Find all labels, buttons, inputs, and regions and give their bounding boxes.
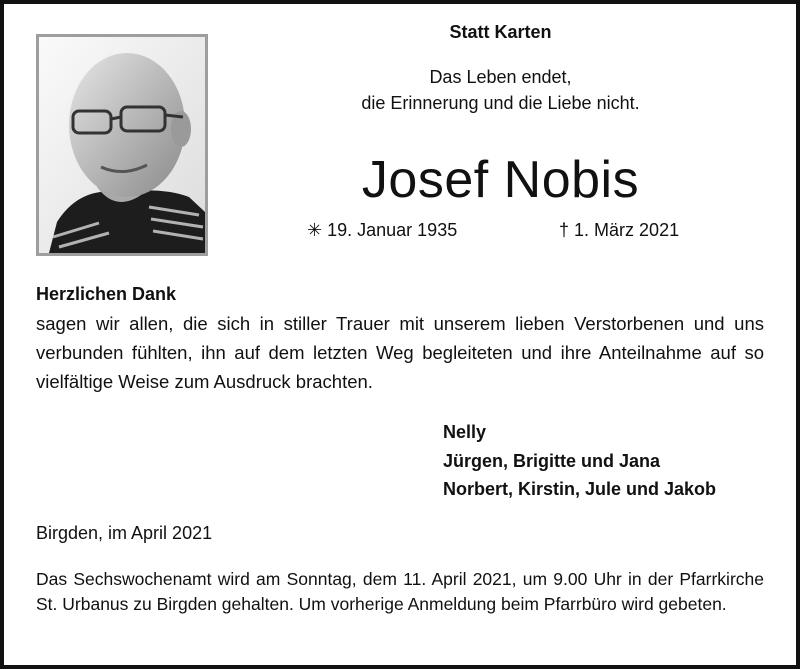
thanks-heading: Herzlichen Dank xyxy=(36,284,177,304)
death-cross-icon: † xyxy=(559,220,570,240)
place-date: Birgden, im April 2021 xyxy=(36,523,213,543)
statt-karten-heading: Statt Karten xyxy=(449,22,552,42)
motto-line-1: Das Leben endet, xyxy=(429,67,572,87)
birth-star-icon: ✳ xyxy=(307,220,323,240)
signers-list xyxy=(443,418,716,504)
mass-notice: Das Sechswochenamt wird am Sonntag, dem 11. April 2021, um 9.00 Uhr in der Pfarrkirche St. Urbanus zu Birgden gehalten. Um vorherige Anmeldung beim Pfarrbüro wird gebeten. xyxy=(36,569,764,614)
signer-2: Jürgen, Brigitte und Jana xyxy=(443,450,661,471)
birth-date-line xyxy=(307,220,457,241)
signer-3: Norbert, Kirstin, Jule und Jakob xyxy=(443,479,717,499)
death-date: 1. März 2021 xyxy=(574,220,680,240)
signer-1: Nelly xyxy=(443,422,487,442)
birth-date: 19. Januar 1935 xyxy=(327,220,458,240)
motto xyxy=(228,64,773,116)
thanks-text: sagen wir allen, die sich in stiller Trauer mit unserem lieben Verstorbenen und uns verbunden fühlten, ihn auf dem letzten Weg begleiteten und ihre Anteilnahme auf so vielfältige Weise zum Ausdruck brachten. xyxy=(36,313,764,392)
motto-line-2: die Erinnerung und die Liebe nicht. xyxy=(361,93,640,113)
portrait-photo xyxy=(36,34,208,256)
deceased-name: Josef Nobis xyxy=(361,151,640,209)
death-date-line xyxy=(559,220,679,241)
